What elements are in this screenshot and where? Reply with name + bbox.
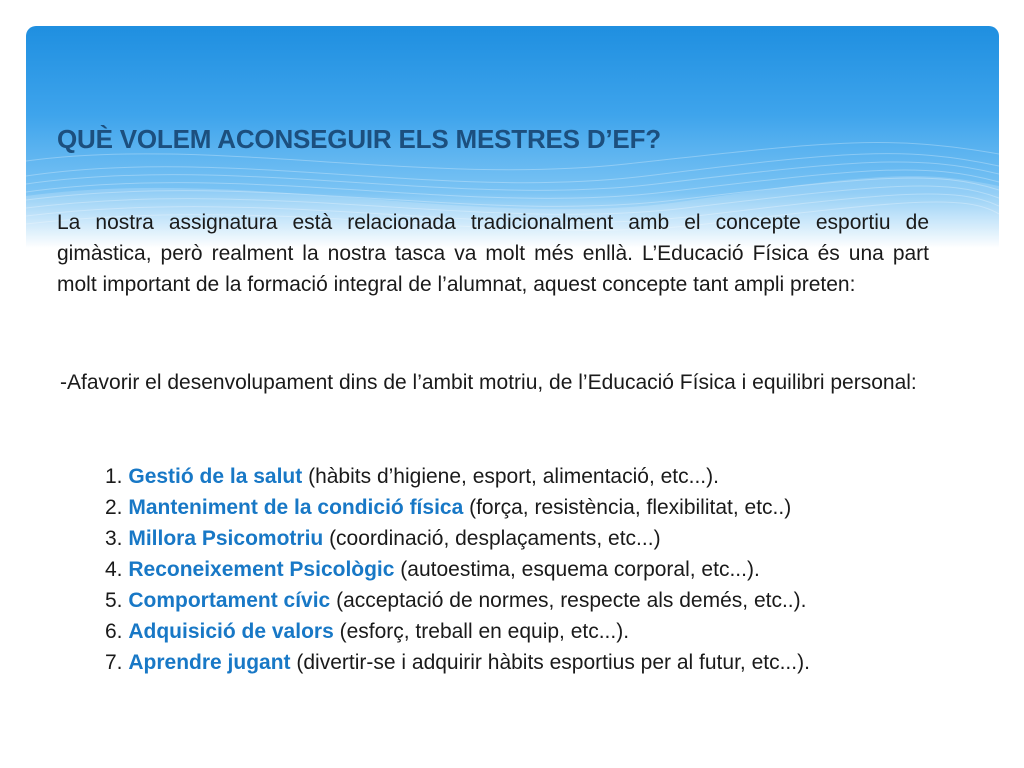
- aim-number: 7.: [105, 651, 129, 674]
- aim-number: 5.: [105, 589, 129, 612]
- list-item: [105, 461, 810, 492]
- aim-detail: (acceptació de normes, respecte als demés, etc..).: [330, 589, 807, 612]
- list-item: [105, 647, 810, 678]
- list-item: [105, 492, 810, 523]
- slide-title: QUÈ VOLEM ACONSEGUIR ELS MESTRES D’EF?: [57, 124, 661, 154]
- goal-paragraph: -Afavorir el desenvolupament dins de l’ambit motriu, de l’Educació Física i equilibri personal:: [60, 371, 917, 394]
- aim-term: Adquisició de valors: [128, 620, 334, 643]
- intro-paragraph: La nostra assignatura està relacionada tradicionalment amb el concepte esportiu de gimàstica, però realment la nostra tasca va molt més enllà. L’Educació Física és una part molt important de la formació integral de l’alumnat, aquest concepte tant ampli preten:: [57, 211, 929, 296]
- aim-number: 3.: [105, 527, 129, 550]
- aim-term: Aprendre jugant: [128, 651, 291, 674]
- aim-number: 6.: [105, 620, 129, 643]
- aim-detail: (coordinació, desplaçaments, etc...): [323, 527, 661, 550]
- aim-number: 1.: [105, 465, 129, 488]
- aim-term: Reconeixement Psicològic: [128, 558, 395, 581]
- aim-detail: (hàbits d’higiene, esport, alimentació, etc...).: [302, 465, 719, 488]
- aim-number: 4.: [105, 558, 129, 581]
- aim-detail: (força, resistència, flexibilitat, etc..): [463, 496, 792, 519]
- list-item: [105, 616, 810, 647]
- list-item: [105, 585, 810, 616]
- aim-term: Millora Psicomotriu: [128, 527, 324, 550]
- aim-term: Gestió de la salut: [128, 465, 303, 488]
- aim-term: Manteniment de la condició física: [128, 496, 464, 519]
- aim-detail: (divertir-se i adquirir hàbits esportius per al futur, etc...).: [290, 651, 810, 674]
- aim-term: Comportament cívic: [128, 589, 331, 612]
- aim-detail: (autoestima, esquema corporal, etc...).: [394, 558, 760, 581]
- list-item: [105, 523, 810, 554]
- list-item: [105, 554, 810, 585]
- aim-number: 2.: [105, 496, 129, 519]
- aim-detail: (esforç, treball en equip, etc...).: [333, 620, 630, 643]
- aims-list: [105, 461, 810, 678]
